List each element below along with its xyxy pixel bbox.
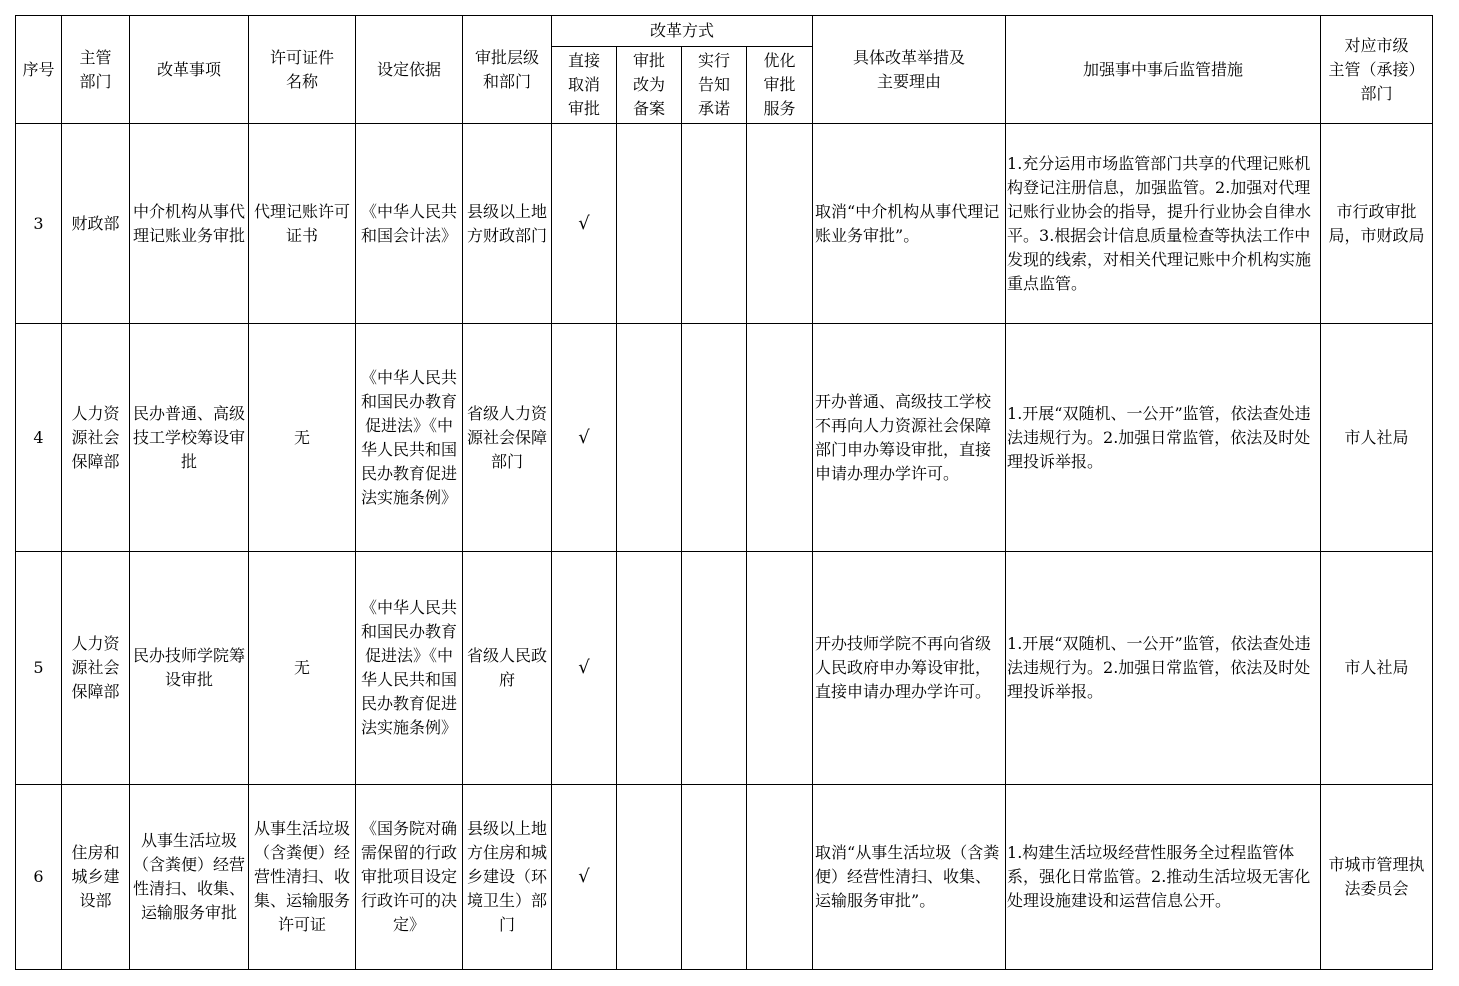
cell-license: 从事生活垃圾（含粪便）经营性清扫、收集、运输服务许可证 [249, 785, 356, 970]
cell-dept: 财政部 [62, 124, 130, 324]
cell-mode-optimize [747, 324, 813, 552]
cell-seq: 5 [16, 552, 62, 785]
header-level: 审批层级 和部门 [463, 16, 552, 124]
cell-level: 县级以上地方财政部门 [463, 124, 552, 324]
cell-dept: 人力资源社会保障部 [62, 324, 130, 552]
cell-item: 民办技师学院筹设审批 [130, 552, 249, 785]
cell-mode-notify [682, 552, 747, 785]
cell-mode-record [617, 124, 682, 324]
header-mode-record: 审批 改为 备案 [617, 47, 682, 124]
table-row [16, 124, 1433, 324]
cell-city-dept: 市人社局 [1321, 552, 1433, 785]
cell-item: 民办普通、高级技工学校筹设审批 [130, 324, 249, 552]
reform-table [15, 15, 1433, 970]
cell-license: 代理记账许可证书 [249, 124, 356, 324]
cell-measures: 取消“中介机构从事代理记账业务审批”。 [813, 124, 1006, 324]
cell-mode-optimize [747, 124, 813, 324]
cell-measures: 开办普通、高级技工学校不再向人力资源社会保障部门申办筹设审批，直接申请办理办学许可。 [813, 324, 1006, 552]
cell-seq: 4 [16, 324, 62, 552]
header-basis: 设定依据 [356, 16, 463, 124]
cell-dept: 住房和城乡建设部 [62, 785, 130, 970]
cell-basis: 《中华人民共和国民办教育促进法》《中华人民共和国民办教育促进法实施条例》 [356, 552, 463, 785]
table-row [16, 552, 1433, 785]
cell-basis: 《中华人民共和国民办教育促进法》《中华人民共和国民办教育促进法实施条例》 [356, 324, 463, 552]
header-mode-group: 改革方式 [552, 16, 813, 47]
cell-level: 县级以上地方住房和城乡建设（环境卫生）部门 [463, 785, 552, 970]
header-mode-optimize: 优化 审批 服务 [747, 47, 813, 124]
cell-item: 中介机构从事代理记账业务审批 [130, 124, 249, 324]
cell-mode-optimize [747, 785, 813, 970]
cell-city-dept: 市城市管理执法委员会 [1321, 785, 1433, 970]
cell-mode-optimize [747, 552, 813, 785]
cell-city-dept: 市人社局 [1321, 324, 1433, 552]
cell-level: 省级人力资源社会保障部门 [463, 324, 552, 552]
table-row [16, 785, 1433, 970]
table-row [16, 324, 1433, 552]
cell-mode-notify [682, 124, 747, 324]
cell-supervision: 1.充分运用市场监管部门共享的代理记账机构登记注册信息，加强监管。2.加强对代理记账行业协会的指导，提升行业协会自律水平。3.根据会计信息质量检查等执法工作中发现的线索，对相关代理记账中介机构实施重点监管。 [1006, 124, 1321, 324]
cell-item: 从事生活垃圾（含粪便）经营性清扫、收集、运输服务审批 [130, 785, 249, 970]
cell-supervision: 1.开展“双随机、一公开”监管，依法查处违法违规行为。2.加强日常监管，依法及时处理投诉举报。 [1006, 552, 1321, 785]
cell-seq: 6 [16, 785, 62, 970]
cell-mode-record [617, 324, 682, 552]
cell-basis: 《中华人民共和国会计法》 [356, 124, 463, 324]
cell-mode-cancel: √ [552, 785, 617, 970]
header-mode-cancel: 直接 取消 审批 [552, 47, 617, 124]
cell-mode-cancel: √ [552, 552, 617, 785]
cell-mode-notify [682, 324, 747, 552]
cell-supervision: 1.构建生活垃圾经营性服务全过程监管体系，强化日常监管。2.推动生活垃圾无害化处理设施建设和运营信息公开。 [1006, 785, 1321, 970]
cell-seq: 3 [16, 124, 62, 324]
header-item: 改革事项 [130, 16, 249, 124]
cell-mode-notify [682, 785, 747, 970]
header-dept: 主管 部门 [62, 16, 130, 124]
cell-dept: 人力资源社会保障部 [62, 552, 130, 785]
header-supervision: 加强事中事后监管措施 [1006, 16, 1321, 124]
cell-mode-record [617, 552, 682, 785]
cell-mode-cancel: √ [552, 324, 617, 552]
cell-city-dept: 市行政审批局，市财政局 [1321, 124, 1433, 324]
header-license: 许可证件 名称 [249, 16, 356, 124]
cell-license: 无 [249, 324, 356, 552]
cell-mode-cancel: √ [552, 124, 617, 324]
header-seq: 序号 [16, 16, 62, 124]
cell-measures: 开办技师学院不再向省级人民政府申办筹设审批，直接申请办理办学许可。 [813, 552, 1006, 785]
cell-level: 省级人民政府 [463, 552, 552, 785]
cell-supervision: 1.开展“双随机、一公开”监管，依法查处违法违规行为。2.加强日常监管，依法及时处理投诉举报。 [1006, 324, 1321, 552]
header-mode-notify: 实行 告知 承诺 [682, 47, 747, 124]
header-city-dept: 对应市级 主管（承接） 部门 [1321, 16, 1433, 124]
cell-mode-record [617, 785, 682, 970]
cell-measures: 取消“从事生活垃圾（含粪便）经营性清扫、收集、运输服务审批”。 [813, 785, 1006, 970]
cell-basis: 《国务院对确需保留的行政审批项目设定行政许可的决定》 [356, 785, 463, 970]
cell-license: 无 [249, 552, 356, 785]
header-measures: 具体改革举措及 主要理由 [813, 16, 1006, 124]
